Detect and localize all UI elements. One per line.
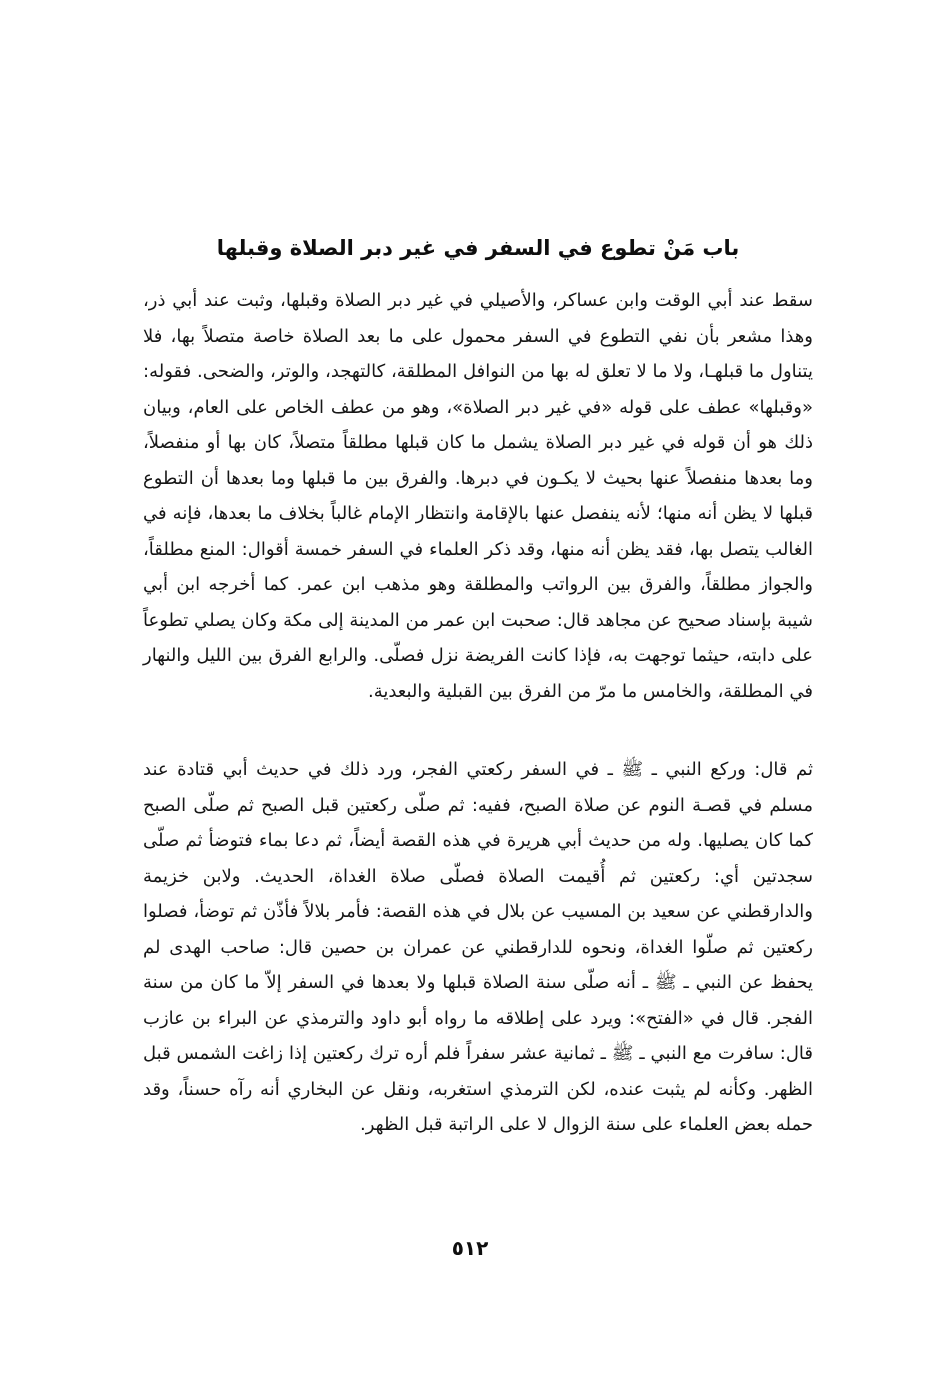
paragraph-two: ثم قال: وركع النبي ـ ﷺ ـ في السفر ركعتي الفجر، ورد ذلك في حديث أبي قتادة عند مسلم في قصـة النوم عن صلاة الصبح، ففيه: ثم صلّى ركعتين قبل الصبح ثم صلّى الصبح كما كان يصليها. وله من حديث أبي هريرة في هذه القصة أيضاً، ثم دعا بماء فتوضأ ثم صلّى سجدتين أي: ركعتين ثم أُقيمت الصلاة فصلّى صلاة الغداة، الحديث. ولابن خزيمة والدارقطني عن سعيد بن المسيب عن بلال في هذه القصة: فأمر بلالاً فأذّن ثم توضأ، فصلوا ركعتين ثم صلّوا الغداة، ونحوه للدارقطني عن عمران بن حصين قال: صاحب الهدى لم يحفظ عن النبي ـ ﷺ ـ أنه صلّى سنة الصلاة قبلها ولا بعدها في السفر إلاّ ما كان من سنة الفجر. قال في «الفتح»: ويرد على إطلاقه ما رواه أبو داود والترمذي عن البراء بن عازب قال: سافرت مع النبي ـ ﷺ ـ ثمانية عشر سفراً فلم أره ترك ركعتين إذا زاغت الشمس قبل الظهر. وكأنه لم يثبت عنده، لكن الترمذي استغربه، ونقل عن البخاري أنه رآه حسناً، وقد حمله بعض العلماء على سنة الزوال لا على الراتبة قبل الظهر. [143,759,813,1135]
page-number: ٥١٢ [451,1236,489,1260]
paragraph-one: سقط عند أبي الوقت وابن عساكر، والأصيلي في غير دبر الصلاة وقبلها، وثبت عند أبي ذر، وهذا مشعر بأن نفي التطوع في السفر محمول على ما بعد الصلاة خاصة متصلاً بها، فلا يتناول ما قبلهـا، ولا ما لا تعلق له بها من النوافل المطلقة، كالتهجد، والوتر، والضحى. فقوله: «وقبلها» عطف على قوله «في غير دبر الصلاة»، وهو من عطف الخاص على العام، وبيان ذلك هو أن قوله في غير دبر الصلاة يشمل ما كان قبلها مطلقاً متصلاً، كان بها أو منفصلاً، وما بعدها منفصلاً عنها بحيث لا يكـون في دبرها. والفرق بين ما قبلها وما بعدها أن التطوع قبلها لا يظن أنه منها؛ لأنه ينفصل عنها بالإقامة وانتظار الإمام غالباً بخلاف ما بعدها، فإنه في الغالب يتصل بها، فقد يظن أنه منها، وقد ذكر العلماء في السفر خمسة أقوال: المنع مطلقاً، والجواز مطلقاً، والفرق بين الرواتب والمطلقة وهو مذهب ابن عمر. كما أخرجه ابن أبي شيبة بإسناد صحيح عن مجاهد قال: صحبت ابن عمر من المدينة إلى مكة وكان يصلي تطوعاً على دابته، حيثما توجهت به، فإذا كانت الفريضة نزل فصلّى. والرابع الفرق بين الليل والنهار في المطلقة، والخامس ما مرّ من الفرق بين القبلية والبعدية. [143,290,813,702]
section-heading: باب مَنْ تطوع في السفر في غير دبر الصلاة وقبلها [216,236,740,260]
